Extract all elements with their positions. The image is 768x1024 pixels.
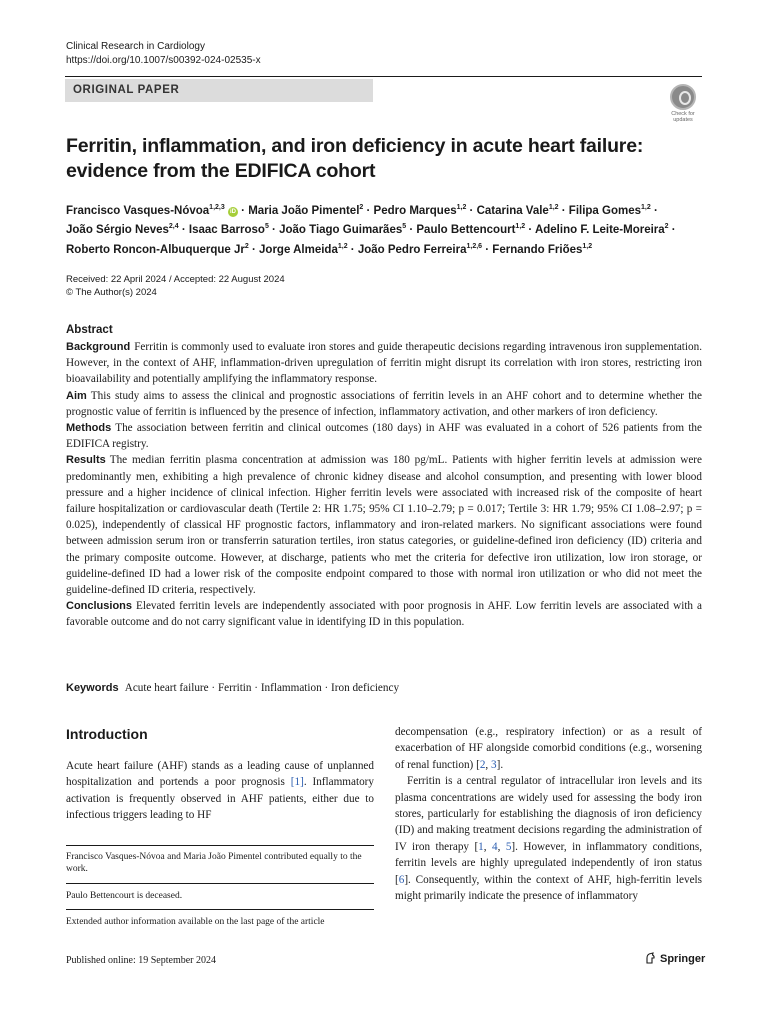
citation-link[interactable]: 1	[478, 840, 484, 853]
footnote-rule	[66, 909, 374, 910]
author-affiliation: 1,2,6	[466, 242, 483, 250]
journal-header	[66, 40, 261, 68]
keywords-label: Keywords	[66, 682, 119, 694]
citation-link[interactable]: 5	[505, 840, 512, 853]
author-affiliation: 5	[402, 223, 407, 231]
received-accepted: Received: 22 April 2024 / Accepted: 22 August 2024	[66, 274, 285, 285]
article-dates	[66, 274, 285, 299]
author-name: Pedro Marques	[373, 204, 457, 217]
author-name: Fernando Friões	[492, 243, 583, 256]
journal-name: Clinical Research in Cardiology	[66, 41, 205, 52]
abstract-section	[66, 388, 702, 420]
abstract-text: Ferritin is commonly used to evaluate iron stores and guide therapeutic decisions regarding intravenous iron supplementation. However, in the context of AHF, inflammation-driven upregulation of ferritin might disrupt its correlation with iron stores, restricting iron bioavailability and potentially amplifying the inflammatory response.	[66, 341, 702, 386]
published-online: Published online: 19 September 2024	[66, 955, 216, 966]
abstract-label: Conclusions	[66, 600, 133, 613]
intro-paragraph-2: Ferritin is a central regulator of intracellular iron levels and its plasma concentrations are widely used for assessing the body iron stores, particularly for establishing the diagnosis of iron deficiency (ID) and making treatment decisions regarding the administration of IV iron therapy [1, 4, 5]. However, in inflammatory conditions, ferritin levels are highly upregulated independently of iron status [6]. Consequently, within the context of AHF, high-ferritin levels might primarily indicate the presence of inflammatory	[395, 775, 703, 903]
author-affiliation: 1,2	[515, 223, 526, 231]
author-affiliation: 2	[664, 223, 669, 231]
keywords-text: Acute heart failure · Ferritin · Inflammation · Iron deficiency	[124, 682, 400, 694]
author-line: Francisco Vasques-Nóvoa$^{1,2,3}$ iD · Maria João Pimentel$^2$ · Pedro Marques$^{1,2}$ · Catarina Vale$^{1,2}$ · Filipa Gomes$^{1,2}$ ·	[66, 204, 658, 217]
check-updates-icon	[670, 84, 696, 110]
copyright: © The Author(s) 2024	[66, 286, 157, 298]
article-type-banner: ORIGINAL PAPER	[65, 79, 373, 102]
publisher-name: Springer	[660, 953, 706, 965]
abstract-section	[66, 452, 702, 598]
citation-link[interactable]: 6	[398, 873, 405, 886]
header-rule	[65, 76, 702, 77]
abstract-section	[66, 598, 702, 630]
abstract-label: Methods	[66, 422, 112, 435]
footnote-rule	[66, 845, 374, 846]
introduction-heading: Introduction	[66, 726, 148, 742]
check-updates-label: Check for updates	[671, 111, 695, 123]
author-affiliation: 1,2	[456, 204, 467, 211]
author-name: Adelino F. Leite-Moreira	[534, 224, 665, 237]
author-name: João Tiago Guimarães	[279, 224, 403, 237]
abstract-text: Elevated ferritin levels are independently associated with poor prognosis in AHF. Low ferritin levels are associated with a favorable outcome and do not carry significant value in identifying ID in this population.	[66, 600, 702, 629]
author-name: João Pedro Ferreira	[357, 243, 467, 256]
footnote-deceased: Paulo Bettencourt is deceased.	[66, 891, 183, 901]
springer-horse-icon	[644, 952, 656, 964]
footnote-extended-info: Extended author information available on the last page of the article	[66, 917, 325, 927]
author-name: Francisco Vasques-Nóvoa	[66, 204, 210, 217]
author-name: Jorge Almeida	[259, 243, 338, 256]
citation-link[interactable]: [1]	[290, 776, 304, 789]
abstract-sections	[66, 339, 702, 631]
abstract-label: Aim	[66, 389, 87, 402]
author-name: Maria João Pimentel	[248, 204, 360, 217]
intro-paragraph-1-cont: decompensation (e.g., respiratory infection) or as a result of exacerbation of HF alongside comorbid conditions (e.g., worsening of renal function) [2, 3].	[395, 726, 702, 771]
author-affiliation: 5	[264, 223, 269, 231]
author-name: Roberto Roncon-Albuquerque Jr	[66, 243, 245, 256]
abstract-section	[66, 420, 702, 452]
abstract-text: The association between ferritin and clinical outcomes (180 days) in AHF was evaluated in a cohort of 526 patients from the EDIFICA registry.	[66, 422, 702, 451]
author-affiliation: 2	[359, 204, 364, 211]
author-affiliation: 1,2	[641, 204, 651, 211]
article-title: Ferritin, inflammation, and iron deficiency in acute heart failure: evidence from the EDIFICA cohort	[66, 135, 644, 182]
orcid-icon[interactable]: iD	[229, 208, 236, 215]
author-line: João Sérgio Neves$^{2,4}$ · Isaac Barroso$^5$ · João Tiago Guimarães$^5$ · Paulo Bettencourt$^{1,2}$ · Adelino F. Leite-Moreira$^2$ ·	[66, 223, 676, 237]
abstract-label: Background	[66, 341, 131, 353]
citation-link[interactable]: 4	[492, 840, 498, 853]
author-affiliation: 1,2	[582, 242, 593, 250]
author-affiliation: 2,4	[168, 223, 179, 231]
left-column	[66, 724, 374, 824]
abstract-heading: Abstract	[66, 324, 113, 336]
author-affiliation: 1,2,3	[209, 204, 225, 211]
intro-paragraph-1: Acute heart failure (AHF) stands as a leading cause of unplanned hospitalization and portends a poor prognosis [1]. Inflammatory activation is frequently observed in AHF patients, either due to infectious triggers leading to HF	[66, 760, 374, 822]
check-for-updates-badge[interactable]	[662, 84, 704, 124]
author-line: Roberto Roncon-Albuquerque $Jr^2$ · Jorge Almeida$^{1,2}$ · João Pedro Ferreira$^{1,2,6}$ · Fernando Friões$^{1,2}$	[66, 242, 593, 256]
abstract-text: The median ferritin plasma concentration at admission was 180 pg/mL. Patients with higher ferritin levels at admission were predominantly men, exhibiting a high prevalence of chronic kidney disease and alcohol consumption, and presenting with lower blood pressure and a higher incidence of clinical infection. Higher ferritin levels were associated with increased risk of the composite of heart failure hospitalization or cardiovascular death (Tertile 2: HR 1.75; 95% CI 1.10–2.79; p = 0.017; Tertile 3: HR 1.79; 95% CI 1.08–2.97; p = 0.025), independently of classical HF prognostic factors, inflammatory and iron-related markers. No significant associations were found between admission serum iron or transferrin saturation tertiles, iron status categories, or guideline-defined iron deficiency (ID) criteria and the primary composite outcome. However, at discharge, patients who met the criteria for defective iron utilization, low iron storage, or guideline-defined ID had a lower risk of the composite endpoint compared to those with normal iron utilization or who did not meet the guideline-defined ID criteria, respectively.	[66, 454, 702, 597]
abstract-text: This study aims to assess the clinical and prognostic associations of ferritin levels in an AHF cohort and to determine whether the prognostic value of ferritin is influenced by the presence of infection, inflammatory activation, and other markers of iron deficiency.	[66, 389, 702, 418]
author-name: Catarina Vale	[476, 204, 549, 217]
author-affiliation: 1,2	[548, 204, 559, 211]
abstract-section	[66, 339, 702, 388]
author-name: Isaac Barroso	[188, 224, 265, 237]
author-affiliation: 2	[244, 242, 249, 250]
doi-link[interactable]: https://doi.org/10.1007/s00392-024-02535-x	[66, 55, 261, 66]
keywords	[66, 680, 702, 696]
citation-link[interactable]: 3	[491, 758, 497, 771]
footnote-contributed: Francisco Vasques-Nóvoa and Maria João Pimentel contributed equally to the work.	[66, 852, 362, 874]
citation-link[interactable]: 2	[479, 758, 486, 771]
author-affiliation: 1,2	[337, 242, 348, 250]
abstract	[66, 322, 702, 631]
author-name: Paulo Bettencourt	[416, 224, 516, 237]
author-name: João Sérgio Neves	[66, 224, 169, 237]
abstract-label: Results	[66, 454, 106, 467]
publisher-logo	[644, 952, 705, 965]
footnote-rule	[66, 883, 374, 884]
author-list	[66, 200, 706, 258]
right-column	[395, 724, 702, 904]
author-name: Filipa Gomes	[568, 204, 642, 217]
